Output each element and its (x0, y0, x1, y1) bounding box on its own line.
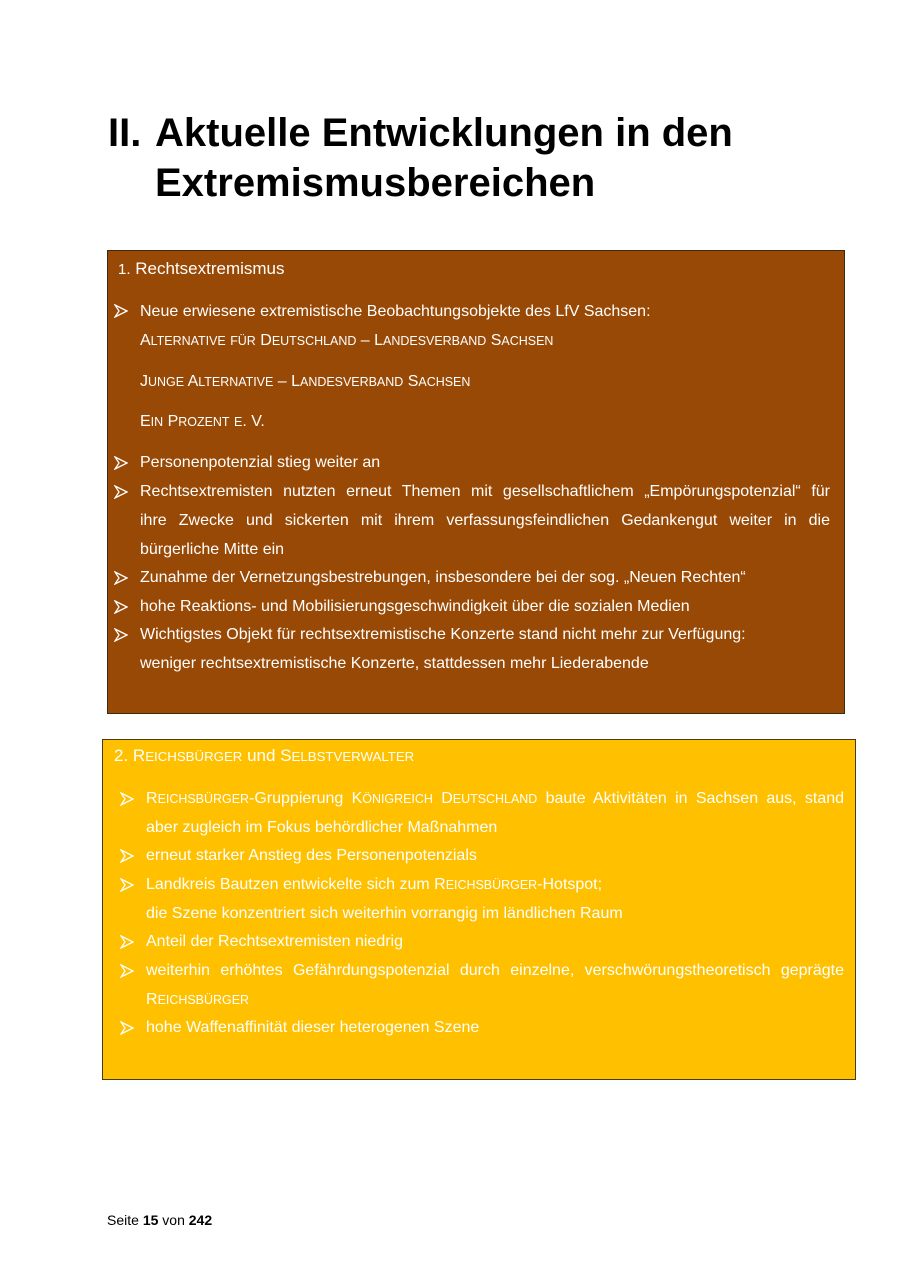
arrow-bullet-icon (114, 485, 128, 499)
arrow-bullet-icon (120, 878, 134, 892)
list-item-continuation: die Szene konzentriert sich weiterhin vorrangig im ländlichen Raum (146, 905, 623, 922)
footer-prefix: Seite (107, 1212, 139, 1228)
chapter-heading (108, 108, 868, 208)
arrow-bullet-icon (114, 628, 128, 642)
chapter-title-line1: Aktuelle Entwicklungen in den (155, 111, 733, 155)
arrow-bullet-icon (120, 1021, 134, 1035)
list-item: Wichtigstes Objekt für rechtsextremistische Konzerte stand nicht mehr zur Verfügung: (140, 626, 746, 643)
list-item-continuation: ihre Zwecke und sickerten mit ihrem verfassungsfeindlichen Gedankengut weiter in die (140, 512, 830, 529)
org-name: EIN PROZENT E. V. (140, 413, 265, 430)
arrow-bullet-icon (120, 964, 134, 978)
section-title-text: 2. REICHSBÜRGER und SELBSTVERWALTER (114, 746, 415, 765)
list-item: hohe Reaktions- und Mobilisierungsgeschwindigkeit über die sozialen Medien (140, 598, 690, 615)
list-item: hohe Waffenaffinität dieser heterogenen Szene (146, 1019, 480, 1036)
list-item: Personenpotenzial stieg weiter an (140, 454, 381, 471)
section-title-text: Rechtsextremismus (135, 259, 285, 278)
org-ein-prozent (140, 407, 830, 437)
list-item: Zunahme der Vernetzungsbestrebungen, insbesondere bei der sog. „Neuen Rechten“ (140, 569, 746, 586)
arrow-bullet-icon (120, 792, 134, 806)
list-item: REICHSBÜRGER-Gruppierung KÖNIGREICH DEUTSCHLAND baute Aktivitäten in Sachsen aus, stand (146, 790, 845, 807)
list-item: Neue erwiesene extremistische Beobachtungsobjekte des LfV Sachsen: (140, 303, 651, 320)
arrow-bullet-icon (114, 456, 128, 470)
section-rechtsextremismus-box (107, 250, 845, 714)
arrow-bullet-icon (114, 600, 128, 614)
org-name: JUNGE ALTERNATIVE – LANDESVERBAND SACHSEN (140, 373, 471, 390)
chapter-title-line2: Extremismusbereichen (155, 161, 596, 205)
arrow-bullet-icon (114, 571, 128, 585)
page-footer (107, 1212, 212, 1228)
list-item-continuation: weniger rechtsextremistische Konzerte, stattdessen mehr Liederabende (140, 655, 649, 672)
arrow-bullet-icon (114, 304, 128, 318)
list-item: Anteil der Rechtsextremisten niedrig (146, 933, 404, 950)
total-page-count: 242 (188, 1212, 213, 1228)
arrow-bullet-icon (120, 935, 134, 949)
list-item-continuation: REICHSBÜRGER (146, 991, 250, 1008)
list-item: Landkreis Bautzen entwickelte sich zum REICHSBÜRGER-Hotspot; (146, 876, 603, 893)
chapter-number: II. (108, 111, 142, 155)
section-number: 1. (118, 261, 131, 278)
footer-middle: von (162, 1212, 185, 1228)
list-item: Rechtsextremisten nutzten erneut Themen mit gesellschaftlichem „Empörungspotenzial“ für (140, 483, 830, 500)
list-item-continuation: aber zugleich im Fokus behördlicher Maßnahmen (146, 819, 498, 836)
section-reichsbuerger-box (102, 739, 856, 1080)
list-item-continuation: bürgerliche Mitte ein (140, 541, 285, 558)
section-title (114, 746, 414, 766)
org-name: ALTERNATIVE FÜR DEUTSCHLAND – LANDESVERBAND SACHSEN (140, 332, 554, 349)
list-item: weiterhin erhöhtes Gefährdungspotenzial durch einzelne, verschwörungstheoretisch geprägte (146, 962, 844, 979)
org-alternative-fuer-deutschland (140, 326, 830, 356)
current-page-number: 15 (142, 1212, 159, 1228)
list-item: erneut starker Anstieg des Personenpotenzials (146, 847, 477, 864)
org-junge-alternative (140, 367, 830, 397)
arrow-bullet-icon (120, 849, 134, 863)
section-title (118, 259, 285, 279)
